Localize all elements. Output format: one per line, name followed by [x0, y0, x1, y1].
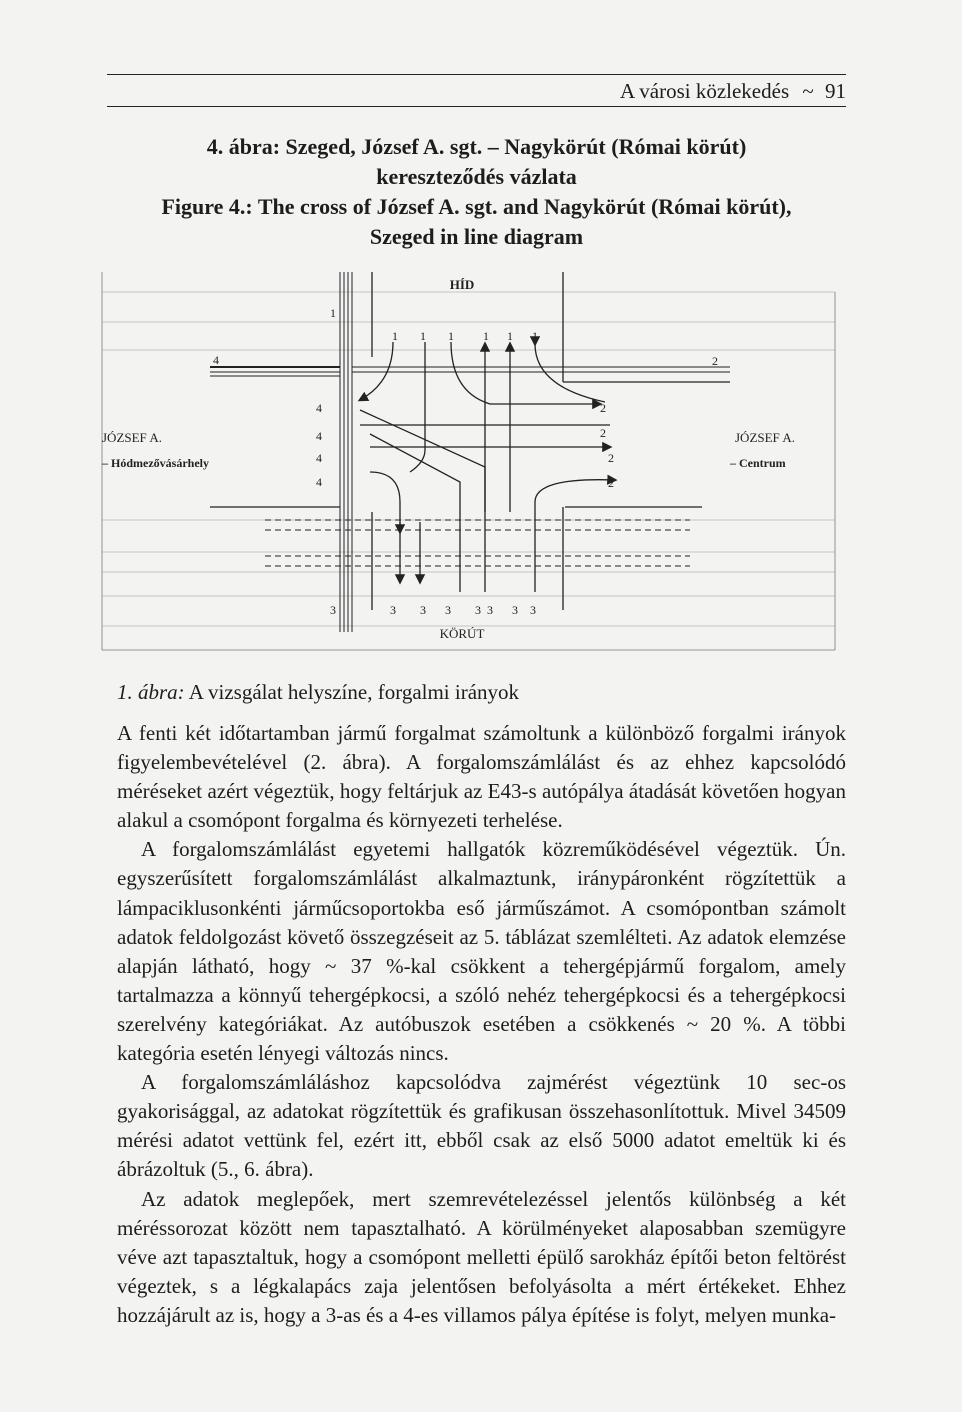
body-text	[117, 719, 846, 1330]
header-rule-bottom	[107, 106, 846, 107]
paragraph-1: A fenti két időtartamban jármű forgalmat számoltunk a különböző forgalmi irányok figyelembevételével (2. ábra). A forgalomszámlálást és az ehhez kapcsolódó méréseket azért végeztük, hogy feltárjuk az E43-s autópálya átadását követően hogyan alakul a csomópont forgalma és környezeti terhelése.	[117, 721, 846, 833]
label-centrum: – Centrum	[730, 456, 786, 470]
svg-text:1: 1	[483, 329, 489, 343]
svg-text:3: 3	[487, 603, 493, 617]
label-jozsef-west: JÓZSEF A.	[102, 430, 162, 445]
svg-text:4: 4	[316, 429, 322, 443]
header-separator: ~	[802, 79, 814, 103]
svg-text:1: 1	[330, 306, 336, 320]
caption-line-4: Szeged in line diagram	[369, 224, 584, 249]
caption-line-1: 4. ábra: Szeged, József A. sgt. – Nagykörút (Római körút)	[206, 134, 747, 159]
figure-caption	[107, 132, 846, 252]
label-hodmezovasarhely: – Hódmezővásárhely	[102, 456, 209, 470]
caption-line-3: Figure 4.: The cross of József A. sgt. and Nagykörút (Római körút),	[161, 194, 792, 219]
svg-text:4: 4	[316, 451, 322, 465]
label-korut: KÖRÚT	[439, 626, 485, 641]
svg-text:2: 2	[608, 476, 614, 490]
svg-text:1: 1	[532, 329, 538, 343]
label-jozsef-east: JÓZSEF A.	[735, 430, 795, 445]
page-number: 91	[825, 79, 846, 103]
figure-1-caption	[117, 680, 519, 705]
svg-text:1: 1	[448, 329, 454, 343]
svg-text:3: 3	[445, 603, 451, 617]
paragraph-3: A forgalomszámláláshoz kapcsolódva zajmérést végeztünk 10 sec-os gyakorisággal, az adatokat rögzítettük és grafikusan összehasonlítottuk. Mivel 34509 mérési adatot vettünk fel, ezért itt, ebből csak az első 5000 adatot emeltük ki és ábrázoltuk (5., 6. ábra).	[117, 1070, 846, 1182]
svg-text:1: 1	[420, 329, 426, 343]
svg-text:2: 2	[600, 426, 606, 440]
caption-line-2: kereszteződés vázlata	[376, 164, 577, 189]
svg-text:3: 3	[420, 603, 426, 617]
figure-1-text: A vizsgálat helyszíne, forgalmi irányok	[188, 680, 520, 704]
header-title: A városi közlekedés	[620, 79, 790, 103]
svg-text:2: 2	[608, 451, 614, 465]
paragraph-4: Az adatok meglepőek, mert szemrevételezéssel jelentős különbség a két méréssorozat között nem tapasztalható. A körülményeket alaposabban szemügyre véve azt tapasztaltuk, hogy a csomópont melletti épülő sarokház építői beton feltörést végeztek, s a légkalapács zaja jelentősen befolyásolta a mért értékeket. Ehhez hozzájárult az is, hogy a 3-as és a 4-es villamos pálya építése is folyt, melyen munka-	[117, 1186, 846, 1327]
svg-text:2: 2	[712, 354, 718, 368]
road-outline	[102, 272, 835, 650]
svg-text:3: 3	[512, 603, 518, 617]
direction-numbers	[213, 306, 718, 617]
svg-text:3: 3	[330, 603, 336, 617]
svg-text:2: 2	[600, 401, 606, 415]
intersection-diagram	[90, 262, 850, 672]
svg-text:1: 1	[392, 329, 398, 343]
svg-text:3: 3	[390, 603, 396, 617]
header-rule-top	[107, 74, 846, 75]
traffic-flows	[360, 342, 615, 592]
running-header	[107, 79, 846, 104]
svg-text:3: 3	[475, 603, 481, 617]
paragraph-2: A forgalomszámlálást egyetemi hallgatók közreműködésével végeztük. Ún. egyszerűsített forgalomszámlálást alkalmaztunk, iránypáronként rögzítettük a lámpaciklusonkénti járműcsoportokba eső járműszámot. A csomópontban számolt adatok feldolgozást követő összegzéseit az 5. táblázat szemlélteti. Az adatok elemzése alapján látható, hogy ~ 37 %-kal csökkent a tehergépjármű forgalom, amely tartalmazza a könnyű tehergépkocsi, a szóló nehéz tehergépkocsi és a tehergépkocsi szerelvény kategóriákat. Az autóbuszok esetében a csökkenés ~ 20 %. A többi kategória esetén lényegi változás nincs.	[117, 837, 846, 1066]
svg-text:4: 4	[316, 475, 322, 489]
svg-text:3: 3	[530, 603, 536, 617]
figure-1-label: 1. ábra:	[117, 680, 185, 704]
label-hid: HÍD	[449, 277, 475, 292]
svg-text:1: 1	[507, 329, 513, 343]
svg-text:4: 4	[213, 353, 219, 367]
svg-text:4: 4	[316, 401, 322, 415]
